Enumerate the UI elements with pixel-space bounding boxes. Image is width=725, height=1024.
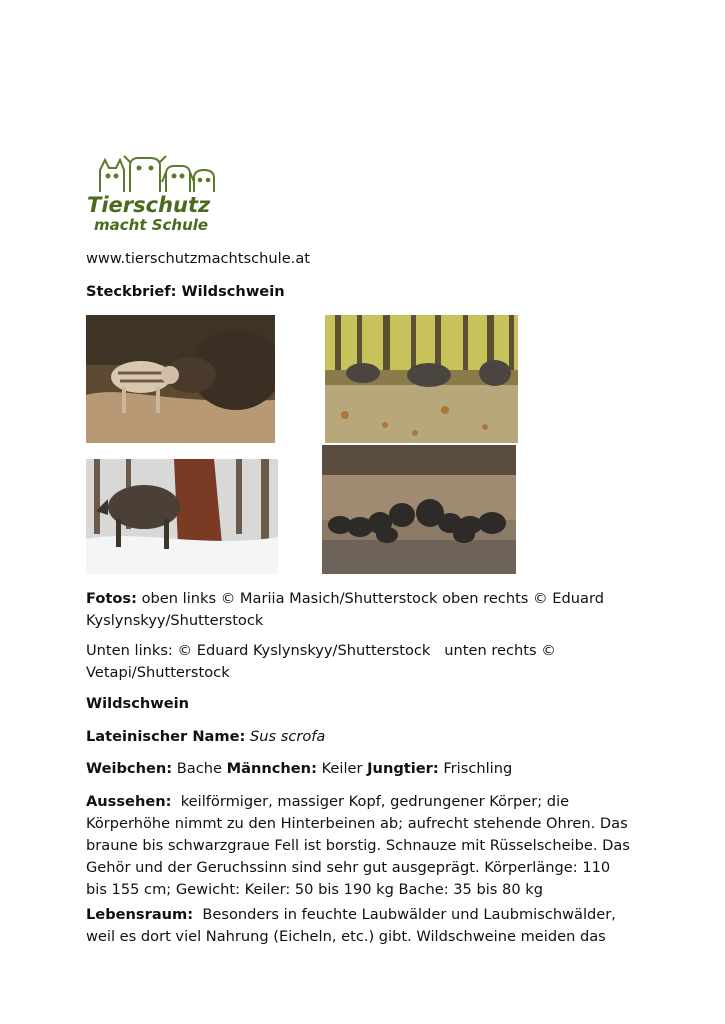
photo-boar-in-snow xyxy=(86,459,278,574)
logo-animals-icon xyxy=(86,152,228,234)
female-label: Weibchen: xyxy=(86,760,173,777)
aussehen-line-3: braune bis schwarzgraue Fell ist borstig. Schnauze mit Rüsselscheibe. Das xyxy=(86,837,630,854)
website-link[interactable]: www.tierschutzmachtschule.at xyxy=(86,250,310,267)
photo-boars-in-water xyxy=(325,315,518,443)
aussehen-line-1: keilförmiger, massiger Kopf, gedrungener Körper; die xyxy=(171,793,570,810)
aussehen-line-4: Gehör und der Geruchssinn sind sehr gut ausgeprägt. Körperlänge: 110 xyxy=(86,859,611,876)
tierschutz-logo xyxy=(86,152,228,234)
credits-line2a: Unten links: © Eduard Kyslynskyy/Shutterstock unten rechts © xyxy=(86,642,556,659)
male-value: Keiler xyxy=(321,760,363,777)
credits-line1: oben links © Mariia Masich/Shutterstock oben rechts © Eduard xyxy=(136,590,604,607)
photo-boar-herd xyxy=(322,445,516,574)
section-title: Wildschwein xyxy=(86,695,190,712)
latin-value: Sus scrofa xyxy=(249,728,326,745)
aussehen-line-2: Körperhöhe nimmt zu den Hinterbeinen ab; aufrecht stehende Ohren. Das xyxy=(86,815,628,832)
credits-label: Fotos: xyxy=(86,590,137,607)
aussehen-line-5: bis 155 cm; Gewicht: Keiler: 50 bis 190 kg Bache: 35 bis 80 kg xyxy=(86,881,543,898)
credits-line1b: Kyslynskyy/Shutterstock xyxy=(86,612,264,629)
photo-credits xyxy=(86,588,646,632)
female-value: Bache xyxy=(176,760,222,777)
lebensraum-label: Lebensraum: xyxy=(86,906,194,923)
male-label: Männchen: xyxy=(226,760,317,777)
page-heading: Steckbrief: Wildschwein xyxy=(86,283,285,300)
aussehen-label: Aussehen: xyxy=(86,793,172,810)
lebensraum-line-1: Besonders in feuchte Laubwälder und Laubmischwälder, xyxy=(193,906,616,923)
photo-boar-piglet-icon xyxy=(86,315,275,443)
website-text[interactable] xyxy=(86,248,646,270)
animal-names xyxy=(86,758,646,780)
photo-boar-herd-icon xyxy=(322,445,516,574)
photo-boar-snow-icon xyxy=(86,459,278,574)
latin-label: Lateinischer Name: xyxy=(86,728,246,745)
photo-piglet-and-sow xyxy=(86,315,275,443)
photo-credits-2 xyxy=(86,640,646,684)
photo-boars-forest-water-icon xyxy=(325,315,518,443)
aussehen-paragraph xyxy=(86,791,646,901)
credits-line2b: Vetapi/Shutterstock xyxy=(86,664,230,681)
young-label: Jungtier: xyxy=(367,760,439,777)
lebensraum-line-2: weil es dort viel Nahrung (Eicheln, etc.) gibt. Wildschweine meiden das xyxy=(86,928,606,945)
logo-line1: Tierschutz xyxy=(87,193,211,217)
logo-line2: macht Schule xyxy=(94,216,209,234)
latin-name xyxy=(86,726,646,748)
young-value: Frischling xyxy=(443,760,513,777)
lebensraum-paragraph xyxy=(86,904,646,948)
